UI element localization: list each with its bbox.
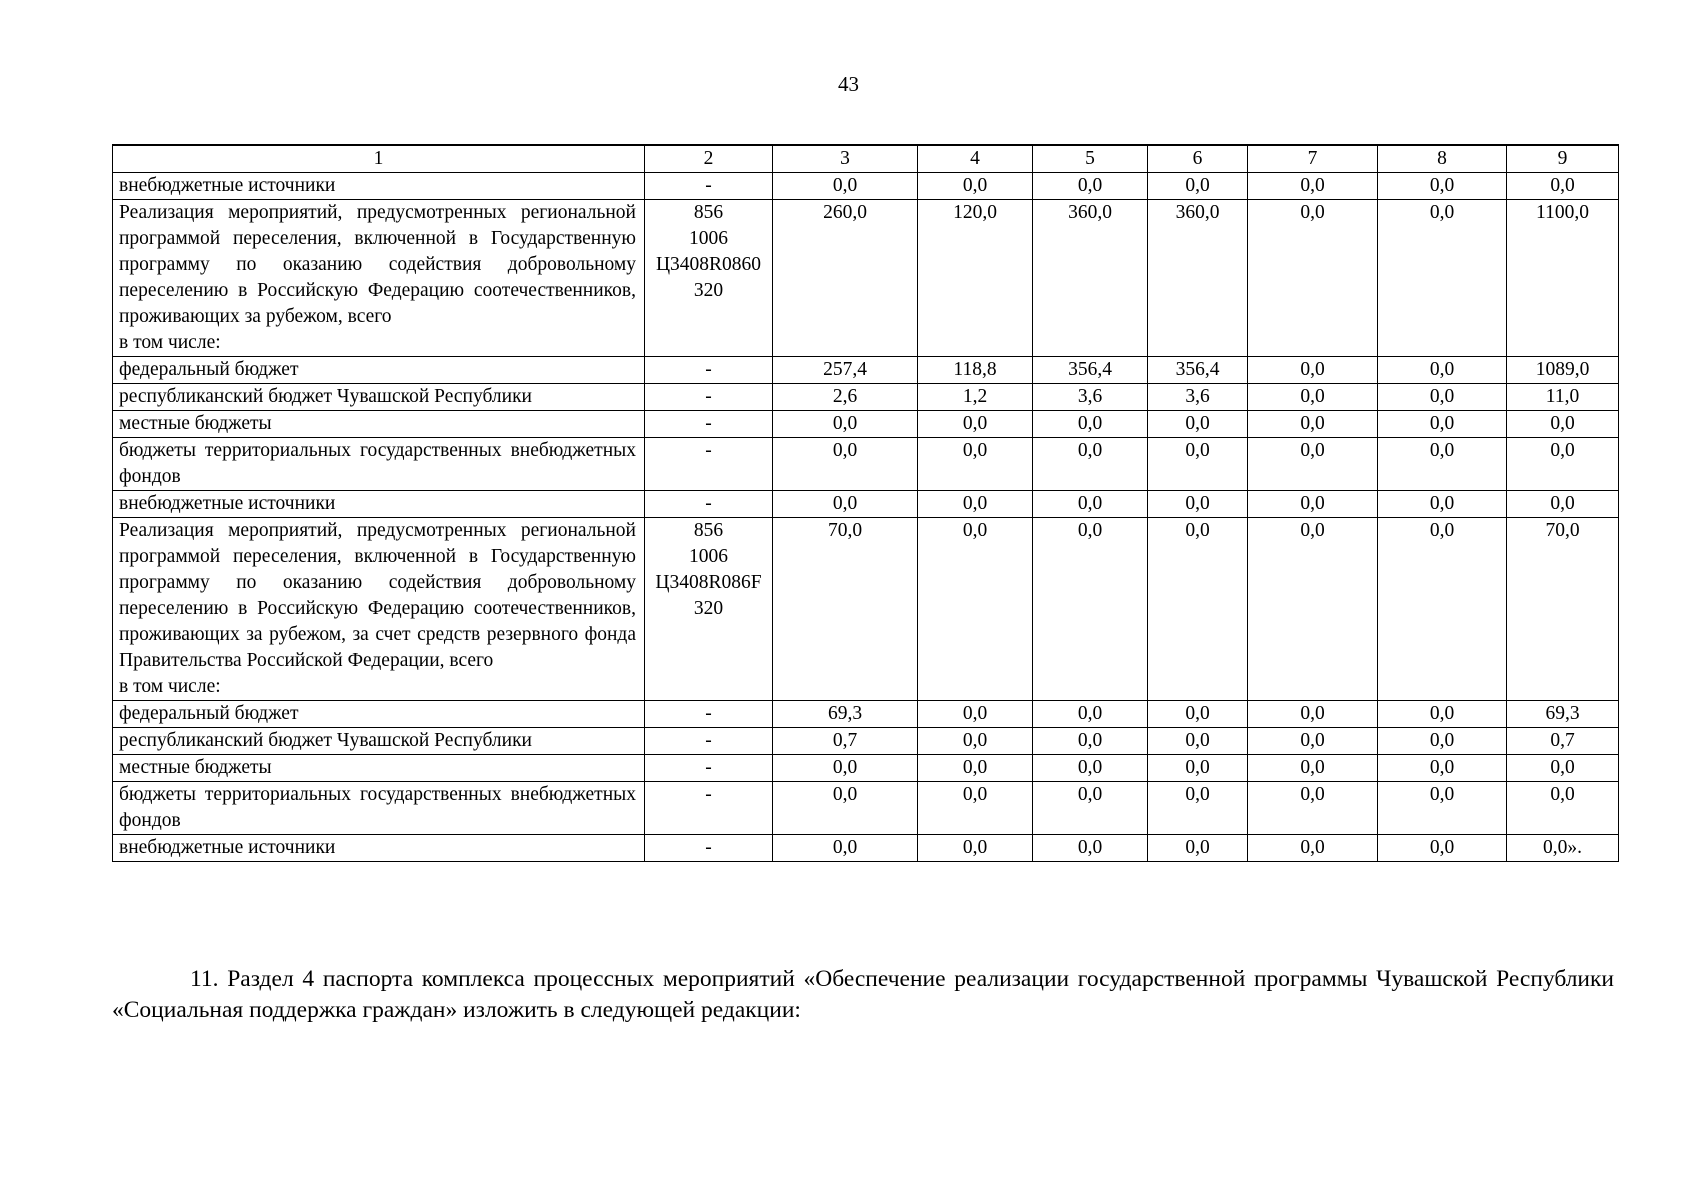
row-value-cell: 0,0: [1378, 200, 1507, 357]
row-code-cell: 856 1006 Ц3408R0860 320: [645, 200, 773, 357]
row-value-cell: 0,7: [773, 728, 918, 755]
row-value-cell: 2,6: [773, 384, 918, 411]
table-row: [113, 518, 1619, 701]
row-value-cell: 0,0: [1248, 200, 1378, 357]
row-value-cell: 360,0: [1148, 200, 1248, 357]
row-name-cell: местные бюджеты: [113, 411, 645, 438]
row-value-cell: 0,0: [1248, 755, 1378, 782]
row-name-cell: бюджеты территориальных государственных внебюджетных фондов: [113, 438, 645, 491]
row-value-cell: 0,0: [1248, 782, 1378, 835]
row-value-cell: 0,0: [1148, 518, 1248, 701]
row-value-cell: 0,0: [1148, 835, 1248, 862]
row-value-cell: 0,0: [773, 438, 918, 491]
row-value-cell: 0,0: [1507, 411, 1619, 438]
row-value-cell: 0,0: [1148, 438, 1248, 491]
row-name-cell: республиканский бюджет Чувашской Республики: [113, 384, 645, 411]
row-value-cell: 0,0: [1378, 173, 1507, 200]
row-value-cell: 0,0: [918, 701, 1033, 728]
row-value-cell: 0,0: [1148, 411, 1248, 438]
row-value-cell: 1100,0: [1507, 200, 1619, 357]
row-value-cell: 0,0: [1248, 835, 1378, 862]
row-name-cell: бюджеты территориальных государственных внебюджетных фондов: [113, 782, 645, 835]
table-row: [113, 384, 1619, 411]
row-code-cell: -: [645, 384, 773, 411]
row-value-cell: 0,0: [1378, 755, 1507, 782]
row-value-cell: 0,0: [1507, 438, 1619, 491]
row-code-cell: -: [645, 438, 773, 491]
row-value-cell: 0,0: [1033, 491, 1148, 518]
row-code-cell: -: [645, 357, 773, 384]
row-value-cell: 257,4: [773, 357, 918, 384]
row-code-cell: -: [645, 173, 773, 200]
row-value-cell: 0,0: [1033, 518, 1148, 701]
row-value-cell: 0,0: [1378, 518, 1507, 701]
row-code-cell: -: [645, 728, 773, 755]
table-row: [113, 357, 1619, 384]
table-row: [113, 491, 1619, 518]
row-value-cell: 120,0: [918, 200, 1033, 357]
row-value-cell: 0,0: [918, 438, 1033, 491]
row-value-cell: 0,0: [1033, 411, 1148, 438]
budget-table-container: [112, 144, 1618, 862]
row-value-cell: 260,0: [773, 200, 918, 357]
row-value-cell: 1089,0: [1507, 357, 1619, 384]
table-row: [113, 701, 1619, 728]
row-value-cell: 356,4: [1148, 357, 1248, 384]
row-value-cell: 0,0: [1033, 438, 1148, 491]
row-value-cell: 356,4: [1033, 357, 1148, 384]
row-value-cell: 0,0: [1033, 728, 1148, 755]
column-header: 3: [773, 145, 918, 173]
row-value-cell: 0,0: [918, 755, 1033, 782]
row-name-cell: Реализация мероприятий, предусмотренных региональной программой переселения, включенной в Государственную программу по оказанию содействия добровольному переселению в Российскую Федерацию соотечественников, проживающих за рубежом, за счет средств резервного фонда Правительства Российской Федерации, всего в том числе:: [113, 518, 645, 701]
row-value-cell: 0,0: [1248, 173, 1378, 200]
row-value-cell: 0,0: [1507, 782, 1619, 835]
row-value-cell: 0,0: [773, 755, 918, 782]
row-code-cell: -: [645, 411, 773, 438]
row-value-cell: 0,0: [1507, 173, 1619, 200]
row-value-cell: 0,0: [1378, 411, 1507, 438]
row-name-cell: федеральный бюджет: [113, 357, 645, 384]
row-value-cell: 0,0: [1378, 701, 1507, 728]
row-value-cell: 0,0: [1033, 173, 1148, 200]
row-value-cell: 3,6: [1033, 384, 1148, 411]
row-name-cell: внебюджетные источники: [113, 173, 645, 200]
row-value-cell: 0,0: [1148, 782, 1248, 835]
row-value-cell: 0,0: [1378, 357, 1507, 384]
table-body: [113, 173, 1619, 862]
row-value-cell: 118,8: [918, 357, 1033, 384]
row-value-cell: 69,3: [1507, 701, 1619, 728]
row-value-cell: 0,0: [1378, 835, 1507, 862]
row-code-cell: -: [645, 755, 773, 782]
table-row: [113, 200, 1619, 357]
row-value-cell: 69,3: [773, 701, 918, 728]
column-header: 8: [1378, 145, 1507, 173]
column-header: 9: [1507, 145, 1619, 173]
row-value-cell: 0,0: [1378, 782, 1507, 835]
row-value-cell: 0,0: [1378, 491, 1507, 518]
row-name-cell: местные бюджеты: [113, 755, 645, 782]
row-value-cell: 0,0: [1378, 728, 1507, 755]
row-value-cell: 0,7: [1507, 728, 1619, 755]
row-value-cell: 0,0: [773, 411, 918, 438]
row-value-cell: 0,0: [773, 782, 918, 835]
page-number: 43: [838, 72, 859, 96]
row-value-cell: 0,0: [1033, 782, 1148, 835]
column-header: 5: [1033, 145, 1148, 173]
row-value-cell: 0,0: [918, 173, 1033, 200]
row-value-cell: 0,0: [1507, 491, 1619, 518]
row-value-cell: 1,2: [918, 384, 1033, 411]
row-value-cell: 70,0: [1507, 518, 1619, 701]
row-value-cell: 0,0: [918, 491, 1033, 518]
row-value-cell: 0,0: [1248, 357, 1378, 384]
table-row: [113, 755, 1619, 782]
row-value-cell: 0,0: [1248, 518, 1378, 701]
row-value-cell: 0,0: [1248, 701, 1378, 728]
row-value-cell: 0,0: [1148, 491, 1248, 518]
row-value-cell: 0,0: [773, 835, 918, 862]
row-value-cell: 0,0: [918, 782, 1033, 835]
row-code-cell: -: [645, 701, 773, 728]
column-header: 1: [113, 145, 645, 173]
row-value-cell: 3,6: [1148, 384, 1248, 411]
row-value-cell: 0,0: [1033, 755, 1148, 782]
row-code-cell: -: [645, 835, 773, 862]
row-value-cell: 11,0: [1507, 384, 1619, 411]
table-row: [113, 411, 1619, 438]
section-paragraph: 11. Раздел 4 паспорта комплекса процессных мероприятий «Обеспечение реализации государственной программы Чувашской Республики «Социальная поддержка граждан» изложить в следующей редакции:: [112, 965, 1614, 1023]
row-value-cell: 0,0: [1248, 438, 1378, 491]
row-value-cell: 70,0: [773, 518, 918, 701]
row-value-cell: 0,0: [1248, 491, 1378, 518]
row-value-cell: 0,0».: [1507, 835, 1619, 862]
row-value-cell: 0,0: [1148, 728, 1248, 755]
column-header: 2: [645, 145, 773, 173]
table-row: [113, 835, 1619, 862]
row-value-cell: 0,0: [1148, 755, 1248, 782]
budget-table: [112, 144, 1619, 862]
row-name-cell: Реализация мероприятий, предусмотренных региональной программой переселения, включенной в Государственную программу по оказанию содействия добровольному переселению в Российскую Федерацию соотечественников, проживающих за рубежом, всего в том числе:: [113, 200, 645, 357]
row-code-cell: -: [645, 782, 773, 835]
row-name-cell: республиканский бюджет Чувашской Республики: [113, 728, 645, 755]
row-value-cell: 0,0: [1378, 438, 1507, 491]
row-value-cell: 0,0: [1033, 835, 1148, 862]
table-row: [113, 728, 1619, 755]
column-header: 7: [1248, 145, 1378, 173]
row-code-cell: 856 1006 Ц3408R086F 320: [645, 518, 773, 701]
row-value-cell: 0,0: [1148, 701, 1248, 728]
row-name-cell: внебюджетные источники: [113, 835, 645, 862]
row-value-cell: 0,0: [918, 835, 1033, 862]
row-value-cell: 0,0: [773, 173, 918, 200]
table-row: [113, 173, 1619, 200]
column-header: 4: [918, 145, 1033, 173]
row-value-cell: 0,0: [918, 518, 1033, 701]
row-value-cell: 0,0: [1248, 411, 1378, 438]
row-value-cell: 0,0: [1033, 701, 1148, 728]
table-row: [113, 438, 1619, 491]
column-header: 6: [1148, 145, 1248, 173]
table-header-row: [113, 145, 1619, 173]
row-value-cell: 0,0: [1248, 728, 1378, 755]
row-name-cell: федеральный бюджет: [113, 701, 645, 728]
row-code-cell: -: [645, 491, 773, 518]
row-value-cell: 0,0: [1148, 173, 1248, 200]
row-value-cell: 0,0: [918, 728, 1033, 755]
row-value-cell: 0,0: [918, 411, 1033, 438]
row-value-cell: 360,0: [1033, 200, 1148, 357]
table-row: [113, 782, 1619, 835]
row-name-cell: внебюджетные источники: [113, 491, 645, 518]
row-value-cell: 0,0: [1378, 384, 1507, 411]
row-value-cell: 0,0: [773, 491, 918, 518]
row-value-cell: 0,0: [1248, 384, 1378, 411]
row-value-cell: 0,0: [1507, 755, 1619, 782]
